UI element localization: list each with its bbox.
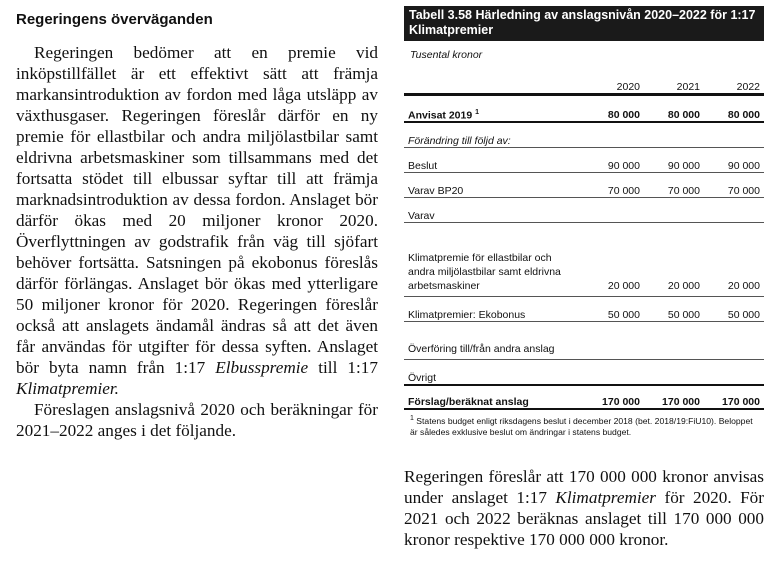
paragraph-1-old-name: Elbusspremie [215, 358, 309, 377]
table-row [404, 198, 764, 223]
right-column [404, 6, 764, 550]
footnote-text: Statens budget enligt riksdagens beslut i december 2018 (bet. 2018/19:FiU10). Beloppet är således exklusive beslut om ändringar i statens budget. [410, 415, 753, 437]
cell-2022: 90 000 [704, 148, 764, 173]
row-label: Överföring till/från andra anslag [404, 322, 584, 360]
row-label: Klimatpremie för ellastbilar och andra miljölastbilar samt eldrivna arbetsmaskiner [404, 223, 584, 297]
cell-2021 [644, 322, 704, 360]
paragraph-1-text: Regeringen bedömer att en premie vid inköpstillfället är ett effektivt sätt att främja markansintroduktion av fordon med låga utsläpp av växthusgaser. Regeringen föreslår därför en ny premie för ellastbilar och andra miljölastbilar samt eldrivna arbetsmaskiner som tillsammans med det fortsatta stödet till elbussar syftar till att främja marknadsintroduktion av dessa fordon. Anslaget bör därför ökas med 20 miljoner kronor 2020. Överflyttningen av godstrafik från väg till sjöfart behöver fortsätta. Satsningen på ekobonus föreslås därför förlängas. Anslaget bör ökas med ytterligare 50 miljoner kronor för 2020. Regeringen föreslår också att anslagets ändamål ändras så att det även får användas för utgifter för dessa syften. Anslaget bör byta namn från 1:17 [16, 43, 378, 377]
table-row [404, 122, 764, 148]
cell-2020: 170 000 [584, 385, 644, 409]
right-paragraph [404, 466, 764, 550]
header-year-2021: 2021 [644, 75, 704, 95]
cell-2022: 80 000 [704, 95, 764, 123]
cell-2021: 90 000 [644, 148, 704, 173]
row-label: Varav [404, 198, 764, 223]
section-heading: Regeringens överväganden [16, 11, 213, 28]
row-label: Förändring till följd av: [404, 122, 764, 148]
cell-2021: 70 000 [644, 173, 704, 198]
cell-2022: 70 000 [704, 173, 764, 198]
cell-2022: 170 000 [704, 385, 764, 409]
table-row [404, 360, 764, 386]
cell-2020: 80 000 [584, 95, 644, 123]
budget-table [404, 75, 764, 410]
table-header-row [404, 75, 764, 95]
paragraph-1 [16, 42, 378, 399]
table-row [404, 297, 764, 322]
table-row [404, 322, 764, 360]
cell-2021: 170 000 [644, 385, 704, 409]
paragraph-1-mid: till 1:17 [308, 358, 378, 377]
cell-2021: 20 000 [644, 223, 704, 297]
row-label: Förslag/beräknat anslag [404, 385, 584, 409]
row-label [404, 95, 584, 123]
paragraph-2: Föreslagen anslagsnivå 2020 och beräkningar för 2021–2022 anges i det följande. [16, 400, 378, 440]
row-label: Beslut [404, 148, 584, 173]
row-label: Varav BP20 [404, 173, 584, 198]
body-text [16, 42, 378, 441]
table-footnote [410, 413, 760, 438]
header-year-2022: 2022 [704, 75, 764, 95]
table-row [404, 173, 764, 198]
cell-2020 [584, 322, 644, 360]
table-row [404, 95, 764, 123]
table-row [404, 223, 764, 297]
header-year-2020: 2020 [584, 75, 644, 95]
footnote-mark: 1 [410, 415, 414, 422]
cell-2022: 20 000 [704, 223, 764, 297]
table-unit: Tusental kronor [410, 49, 483, 61]
appropriation-name: Klimatpremier [555, 487, 656, 507]
cell-2022: 50 000 [704, 297, 764, 322]
cell-2020: 70 000 [584, 173, 644, 198]
footnote-ref: 1 [475, 108, 480, 116]
cell-2021: 80 000 [644, 95, 704, 123]
right-paragraph-end: för 2020. För 2021 och 2022 beräknas anslaget till 170 000 000 kronor respektive 170 000 000 kronor. [404, 487, 764, 549]
row-label: Klimatpremier: Ekobonus [404, 297, 584, 322]
cell-2020: 20 000 [584, 223, 644, 297]
row-label: Övrigt [404, 360, 764, 386]
header-label-cell [404, 75, 584, 95]
left-column [16, 8, 378, 441]
cell-2020: 50 000 [584, 297, 644, 322]
right-paragraph-text: Regeringen föreslår att 170 000 000 kronor anvisas under anslaget 1:17 [404, 466, 764, 507]
table-title: Tabell 3.58 Härledning av anslagsnivån 2020–2022 för 1:17 Klimatpremier [404, 6, 764, 41]
paragraph-1-new-name: Klimatpremier. [16, 379, 119, 398]
cell-2022 [704, 322, 764, 360]
table-row-total [404, 385, 764, 409]
row-label-text: Anvisat 2019 [408, 109, 473, 121]
cell-2020: 90 000 [584, 148, 644, 173]
cell-2021: 50 000 [644, 297, 704, 322]
table-row [404, 148, 764, 173]
